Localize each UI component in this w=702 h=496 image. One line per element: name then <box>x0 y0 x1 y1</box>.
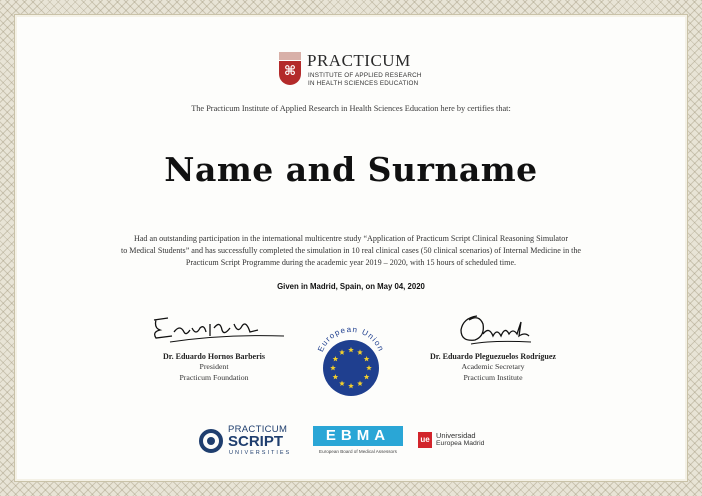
recipient-name: Name and Surname <box>164 150 538 189</box>
practicum-script-logo <box>198 424 294 458</box>
signatory-right <box>413 306 573 383</box>
body-line: Had an outstanding participation in the international multicentre study “Application of Practicum Script Clinical Reasoning Simulator <box>133 234 569 243</box>
ps-ring-icon <box>198 428 224 454</box>
signatory-org: Practicum Institute <box>463 373 523 382</box>
ebma-logo <box>313 426 403 460</box>
ps-line1: PRACTICUM <box>228 424 288 435</box>
signatory-role: President <box>199 362 229 371</box>
signatory-role: Academic Secretary <box>461 362 525 371</box>
practicum-logo <box>279 52 439 92</box>
logo-wordmark: PRACTICUM <box>307 51 411 70</box>
logo-subtitle-1: INSTITUTE OF APPLIED RESEARCH <box>308 72 422 79</box>
given-date: Given in Madrid, Spain, on May 04, 2020 <box>277 282 425 291</box>
uem-line2: Europea Madrid <box>436 440 485 447</box>
body-text <box>70 233 632 269</box>
intro-text: The Practicum Institute of Applied Research in Health Sciences Education here by certifies that: <box>191 104 511 113</box>
logo-subtitle-2: IN HEALTH SCIENCES EDUCATION <box>308 80 419 87</box>
ps-line3: UNIVERSITIES <box>229 450 292 456</box>
signature-left <box>134 306 294 350</box>
uem-line1: Universidad <box>436 431 476 440</box>
european-union-seal <box>307 318 395 406</box>
uem-logo <box>418 428 498 458</box>
body-line: to Medical Students” and has successfully completed the simulation in 10 real clinical cases (50 clinical scenarios) of Internal Medicine in the <box>120 246 582 255</box>
ps-line2: SCRIPT <box>228 433 284 450</box>
signature-right <box>413 306 573 350</box>
signatory-org: Practicum Foundation <box>179 373 249 382</box>
body-line: Practicum Script Programme during the academic year 2019 – 2020, with 15 hours of scheduled time. <box>185 258 517 267</box>
ebma-letters: EBMA <box>313 426 403 446</box>
practicum-shield-icon: ⌘ <box>279 52 301 88</box>
signatory-left <box>134 306 294 383</box>
uem-mark-icon: ue <box>418 432 432 448</box>
ebma-sub: European Board of Medical Assessors <box>319 449 397 454</box>
seal-text: European Union <box>316 324 386 354</box>
signatory-name: Dr. Eduardo Hornos Barberis <box>163 352 265 361</box>
signatory-name: Dr. Eduardo Pleguezuelos Rodríguez <box>430 352 556 361</box>
